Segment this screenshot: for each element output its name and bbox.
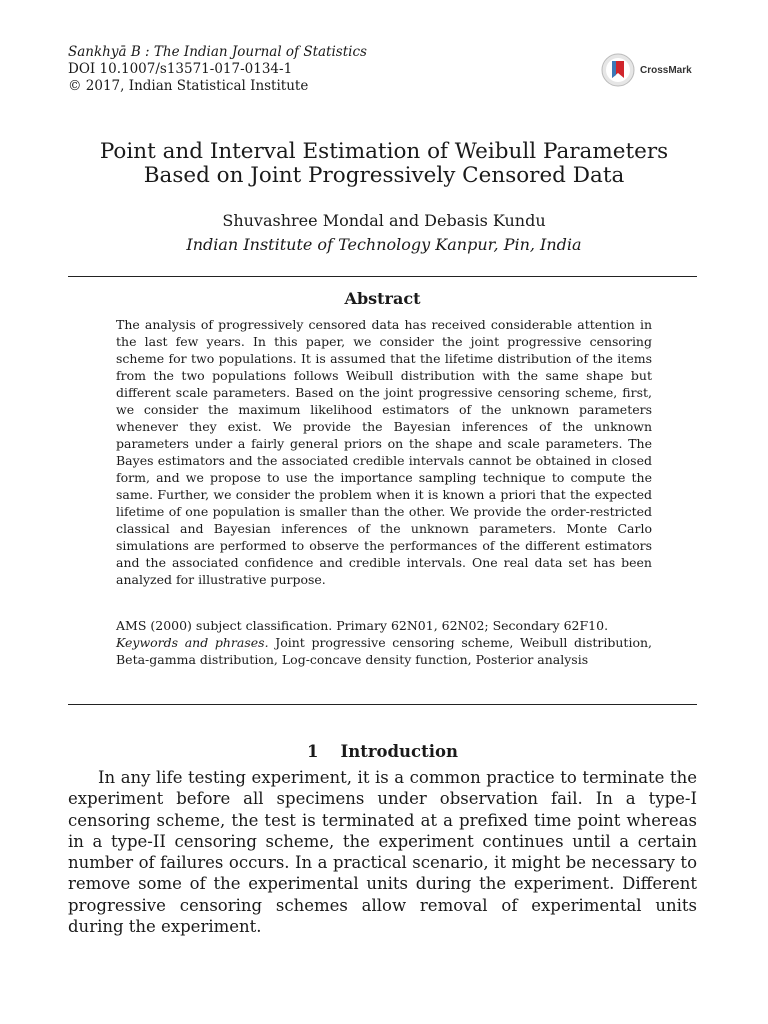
title-line-1: Point and Interval Estimation of Weibull Parameters: [99, 139, 669, 164]
abstract-text: The analysis of progressively censored data has received considerable attention in the last few years. In this paper, we consider the joint progressive censoring scheme for two populations. It is assumed that the lifetime distribution of the items from the two populations follows Weibull distribution with the same shape but different scale parameters. Based on the joint progressive censoring scheme, first, we consider the maximum likelihood estimators of the unknown parameters whenever they exist. We provide the Bayesian inferences of the unknown parameters under a fairly general priors on the shape and scale parameters. The Bayes estimators and the associated credible intervals cannot be obtained in closed form, and we propose to use the importance sampling technique to compute the same. Further, we consider the problem when it is known a priori that the expected lifetime of one population is smaller than the other. We provide the order-restricted classical and Bayesian inferences of the unknown parameters. Monte Carlo simulations are performed to observe the performances of the different estimators and the associated confidence and credible intervals. One real data set has been analyzed for illustrative purpose.: [116, 317, 652, 587]
section-heading: [68, 742, 697, 761]
ams-classification: AMS (2000) subject classification. Primary 62N01, 62N02; Secondary 62F10.: [116, 618, 609, 633]
author-block: [40, 209, 728, 257]
intro-paragraph: In any life testing experiment, it is a common practice to terminate the experiment before all specimens under observation fail. In a type-I censoring scheme, the test is terminated at a prefixed time point whereas in a type-II censoring scheme, the experiment continues until a certain number of failures occurs. In a practical scenario, it might be necessary to remove some of the experimental units during the experiment. Different progressive censoring schemes allow removal of experimental units during the experiment.: [68, 768, 697, 937]
copyright: © 2017, Indian Statistical Institute: [68, 78, 309, 94]
classification-block: [116, 617, 652, 668]
crossmark-label: CrossMark: [640, 64, 692, 76]
keywords-label: Keywords and phrases.: [116, 635, 269, 650]
bottom-divider: [68, 704, 697, 705]
doi: DOI 10.1007/s13571-017-0134-1: [68, 61, 293, 77]
keywords-text: Joint progressive censoring scheme, Weibull distribution, Beta-gamma distribution, Log-concave density function, Posterior analysis: [116, 635, 652, 667]
journal-header: [68, 44, 367, 95]
affiliation: Indian Institute of Technology Kanpur, Pin, India: [186, 235, 582, 254]
top-divider: [68, 276, 697, 277]
section-title: Introduction: [340, 742, 458, 761]
title-line-2: Based on Joint Progressively Censored Data: [143, 163, 625, 188]
keywords: [116, 634, 652, 668]
author-names: Shuvashree Mondal and Debasis Kundu: [222, 211, 546, 230]
crossmark-badge[interactable]: [601, 53, 711, 87]
section-number: 1: [307, 742, 319, 761]
crossmark-icon: [601, 53, 635, 87]
paper-title: [40, 140, 728, 188]
abstract-heading: Abstract: [344, 289, 421, 308]
journal-name: Sankhyā B : The Indian Journal of Statistics: [68, 44, 367, 60]
